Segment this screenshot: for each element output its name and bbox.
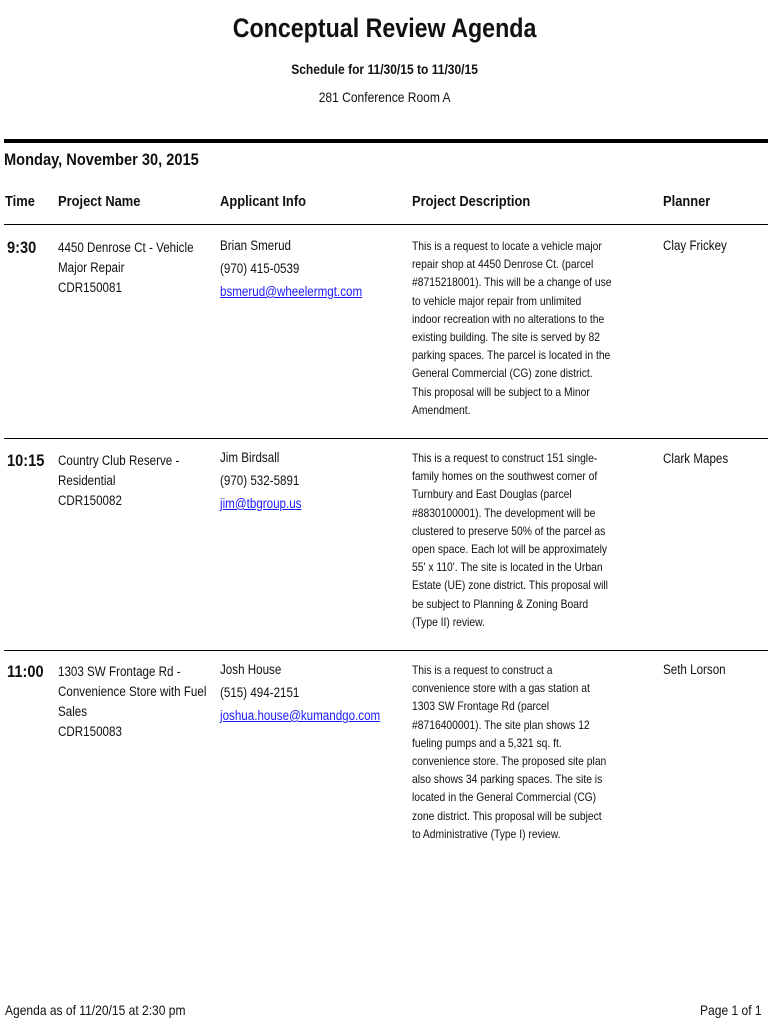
- item-planner: Clark Mapes: [663, 451, 729, 466]
- item-project: Country Club Reserve - Residential CDR150082: [58, 453, 180, 508]
- item-planner: Seth Lorson: [663, 662, 726, 677]
- row-divider: [4, 224, 768, 225]
- item-applicant: Brian Smerud (970) 415-0539 bsmerud@wheelermgt.com: [220, 236, 385, 302]
- item-description: This is a request to construct a convenience store with a gas station at 1303 SW Frontage Rd (parcel #8716400001). The site plan shows 12 fueling pumps and a 5,321 sq. ft. convenience store. The proposed site plan also shows 34 parking spaces. The site is located in the General Commercial (CG) zone district. This proposal will be subject to Administrative (Type I) review.: [412, 663, 607, 841]
- applicant-email-link[interactable]: jim@tbgroup.us: [220, 496, 302, 511]
- item-project: 4450 Denrose Ct - Vehicle Major Repair CDR150081: [58, 240, 194, 295]
- item-time: 9:30: [7, 238, 37, 257]
- applicant-email-link[interactable]: bsmerud@wheelermgt.com: [220, 284, 363, 299]
- day-heading: Monday, November 30, 2015: [4, 150, 199, 169]
- schedule-range: Schedule for 11/30/15 to 11/30/15: [291, 61, 479, 77]
- col-header-description: Project Description: [412, 193, 531, 210]
- item-applicant: Jim Birdsall (970) 532-5891 jim@tbgroup.us: [220, 448, 315, 514]
- col-header-project: Project Name: [58, 193, 141, 210]
- row-divider: [4, 650, 768, 651]
- col-header-time: Time: [5, 193, 35, 210]
- footer-timestamp: Agenda as of 11/20/15 at 2:30 pm: [5, 1002, 186, 1018]
- agenda-title: Conceptual Review Agenda: [233, 13, 537, 43]
- item-description: This is a request to locate a vehicle major repair shop at 4450 Denrose Ct. (parcel #8715218001). This will be a change of use to vehicle major repair from unlimited indoor recreation with no alterations to the existing building. The site is served by 82 parking spaces. The parcel is located in the General Commercial (CG) zone district. This proposal will be subject to a Minor Amendment.: [412, 239, 612, 417]
- item-time: 11:00: [7, 662, 44, 681]
- col-header-planner: Planner: [663, 193, 711, 210]
- footer-page-number: Page 1 of 1: [700, 1002, 762, 1018]
- item-description: This is a request to construct 151 single-family homes on the southwest corner of Turnbury and East Douglas (parcel #8830100001). The development will be clustered to preserve 50% of the parcel as open space. Each lot will be approximately 55' x 110'. The site is located in the Urban Estate (UE) zone district. This proposal will be subject to Planning & Zoning Board (Type II) review.: [412, 451, 608, 629]
- meeting-room: 281 Conference Room A: [319, 89, 451, 105]
- item-project: 1303 SW Frontage Rd - Convenience Store with Fuel Sales CDR150083: [58, 664, 207, 739]
- item-time: 10:15: [7, 451, 45, 470]
- header-rule: [4, 139, 768, 143]
- item-planner: Clay Frickey: [663, 238, 727, 253]
- item-applicant: Josh House (515) 494-2151 joshua.house@kumandgo.com: [220, 660, 406, 726]
- col-header-applicant: Applicant Info: [220, 193, 306, 210]
- applicant-email-link[interactable]: joshua.house@kumandgo.com: [220, 708, 381, 723]
- row-divider: [4, 438, 768, 439]
